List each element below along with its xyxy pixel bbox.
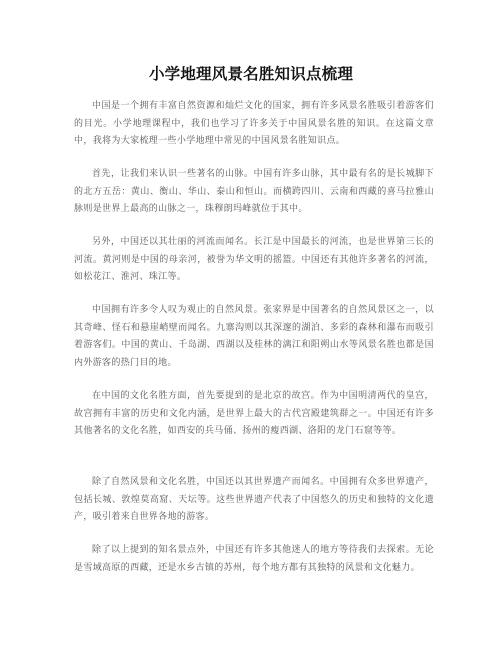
paragraph-rivers: 另外，中国还以其壮丽的河流而闻名。长江是中国最长的河流，也是世界第三长的河流。黄河则是中国的母亲河，被誉为华文明的摇篮。中国还有其他许多著名的河流，如松花江、淮河、珠江等。 xyxy=(74,237,434,282)
paragraph-other-places: 除了以上提到的知名景点外，中国还有许多其他迷人的地方等待我们去探索。无论是雪域高原的西藏，还是水乡古镇的苏州，每个地方都有其独特的风景和文化魅力。 xyxy=(74,545,434,573)
paragraph-world-heritage: 除了自然风景和文化名胜，中国还以其世界遗产而闻名。中国拥有众多世界遗产，包括长城、敦煌莫高窟、天坛等。这些世界遗产代表了中国悠久的历史和独特的文化遗产，吸引着来自世界各地的游客。 xyxy=(74,477,434,522)
paragraph-intro: 中国是一个拥有丰富自然资源和灿烂文化的国家，拥有许多风景名胜吸引着游客们的目光。小学地理课程中，我们也学习了许多关于中国风景名胜的知识。在这篇文章中，我将为大家梳理一些小学地理中常见的中国风景名胜知识点。 xyxy=(74,101,434,146)
paragraph-cultural-sites: 在中国的文化名胜方面，首先要提到的是北京的故宫。作为中国明清两代的皇宫，故宫拥有丰富的历史和文化内涵，是世界上最大的古代宫殿建筑群之一。中国还有许多其他著名的文化名胜，如西安的兵马俑、扬州的瘦西湖、洛阳的龙门石窟等等。 xyxy=(74,391,434,436)
paragraph-natural-scenery: 中国拥有许多令人叹为观止的自然风景。张家界是中国著名的自然风景区之一，以其奇峰、怪石和悬崖峭壁而闻名。九寨沟则以其深邃的湖泊、多彩的森林和瀑布而吸引着游客们。中国的黄山、千岛湖、西湖以及桂林的漓江和阳朔山水等风景名胜也都是国内外游客的热门目的地。 xyxy=(74,305,434,368)
document-title: 小学地理风景名胜知识点梳理 xyxy=(148,65,354,83)
paragraph-mountains: 首先，让我们来认识一些著名的山脉。中国有许多山脉，其中最有名的是长城脚下的北方五岳：黄山、衡山、华山、泰山和恒山。而横跨四川、云南和西藏的喜马拉雅山脉则是世界上最高的山脉之一，珠穆朗玛峰就位于其中。 xyxy=(74,169,434,214)
